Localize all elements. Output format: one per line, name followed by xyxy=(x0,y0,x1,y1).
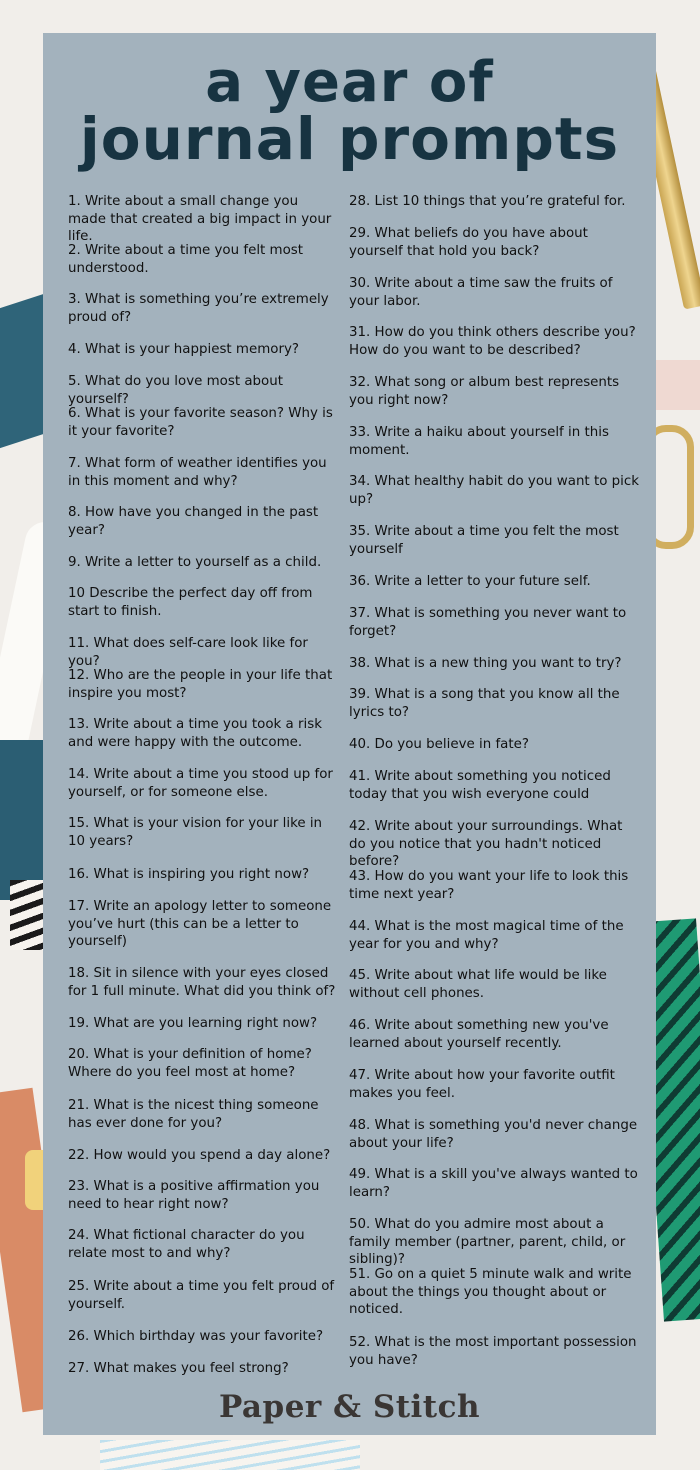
prompt-item: 30. Write about a time saw the fruits of your labor. xyxy=(349,276,613,309)
prompt-item: 1. Write about a small change you made that created a big impact in your life. xyxy=(68,194,332,244)
lined-paper-decoration xyxy=(100,1440,360,1470)
prompt-item: 15. What is your vision for your like in 10 years? xyxy=(68,816,323,849)
prompt-item: 5. What do you love most about yourself? xyxy=(68,374,283,407)
prompt-item: 35. Write about a time you felt the most yourself xyxy=(349,524,619,557)
prompt-item: 26. Which birthday was your favorite? xyxy=(68,1329,324,1344)
prompt-item: 28. List 10 things that you’re grateful for. xyxy=(349,194,626,209)
prompt-item: 3. What is something you’re extremely proud of? xyxy=(68,292,329,325)
prompt-item: 6. What is your favorite season? Why is it your favorite? xyxy=(68,406,333,439)
prompt-item: 12. Who are the people in your life that inspire you most? xyxy=(68,668,333,701)
prompt-item: 27. What makes you feel strong? xyxy=(68,1361,289,1376)
prompt-item: 47. Write about how your favorite outfit makes you feel. xyxy=(349,1068,615,1101)
prompt-item: 45. Write about what life would be like without cell phones. xyxy=(349,968,607,1001)
prompt-item: 11. What does self-care look like for you? xyxy=(68,636,308,669)
prompt-item: 51. Go on a quiet 5 minute walk and write about the things you thought about or noticed. xyxy=(349,1267,632,1317)
prompt-item: 21. What is the nicest thing someone has ever done for you? xyxy=(68,1098,319,1131)
prompt-item: 39. What is a song that you know all the lyrics to? xyxy=(349,687,620,720)
prompt-item: 41. Write about something you noticed today that you wish everyone could xyxy=(349,769,611,802)
prompt-item: 2. Write about a time you felt most understood. xyxy=(68,243,304,276)
prompt-item: 22. How would you spend a day alone? xyxy=(68,1148,331,1163)
prompt-item: 49. What is a skill you've always wanted to learn? xyxy=(349,1167,638,1200)
prompt-item: 20. What is your definition of home? Where do you feel most at home? xyxy=(68,1047,312,1080)
prompt-item: 10 Describe the perfect day off from start to finish. xyxy=(68,586,313,619)
prompt-item: 38. What is a new thing you want to try? xyxy=(349,656,622,671)
prompt-item: 48. What is something you'd never change about your life? xyxy=(349,1118,638,1151)
prompt-item: 31. How do you think others describe you? How do you want to be described? xyxy=(349,325,636,358)
prompt-item: 25. Write about a time you felt proud of yourself. xyxy=(68,1279,335,1312)
page-title-line-2: journal prompts xyxy=(79,105,620,173)
prompt-item: 29. What beliefs do you have about yourself that hold you back? xyxy=(349,226,588,259)
pink-paper-decoration xyxy=(650,360,700,410)
prompt-item: 13. Write about a time you took a risk and were happy with the outcome. xyxy=(68,717,322,750)
prompt-item: 43. How do you want your life to look this time next year? xyxy=(349,869,629,902)
prompt-item: 42. Write about your surroundings. What do you notice that you hadn't noticed before? xyxy=(349,819,623,869)
page-title-line-1: a year of xyxy=(205,50,494,115)
brand-logo-text: Paper & Stitch xyxy=(218,1389,481,1425)
prompt-item: 40. Do you believe in fate? xyxy=(349,737,529,752)
prompt-item: 9. Write a letter to yourself as a child. xyxy=(68,555,322,570)
prompt-item: 17. Write an apology letter to someone you’ve hurt (this can be a letter to yourself) xyxy=(68,899,332,949)
prompt-item: 24. What fictional character do you relate most to and why? xyxy=(68,1228,305,1261)
prompt-item: 16. What is inspiring you right now? xyxy=(68,867,310,882)
prompt-item: 44. What is the most magical time of the year for you and why? xyxy=(349,919,624,952)
prompt-item: 37. What is something you never want to forget? xyxy=(349,606,627,639)
prompt-item: 7. What form of weather identifies you in this moment and why? xyxy=(68,456,327,489)
prompt-item: 14. Write about a time you stood up for yourself, or for someone else. xyxy=(68,767,333,800)
prompt-item: 18. Sit in silence with your eyes closed for 1 full minute. What did you think of? xyxy=(68,966,336,999)
prompt-item: 50. What do you admire most about a family member (partner, parent, child, or sibling)? xyxy=(349,1217,626,1267)
prompt-item: 34. What healthy habit do you want to pick up? xyxy=(349,474,639,507)
prompt-item: 36. Write a letter to your future self. xyxy=(349,574,591,589)
prompt-item: 52. What is the most important possession you have? xyxy=(349,1335,637,1368)
prompt-item: 23. What is a positive affirmation you need to hear right now? xyxy=(68,1179,320,1212)
prompt-item: 4. What is your happiest memory? xyxy=(68,342,299,357)
prompts-card xyxy=(43,33,656,1435)
prompt-item: 19. What are you learning right now? xyxy=(68,1016,318,1031)
prompt-item: 33. Write a haiku about yourself in this moment. xyxy=(349,425,609,458)
prompt-item: 32. What song or album best represents you right now? xyxy=(349,375,620,408)
prompt-item: 8. How have you changed in the past year? xyxy=(68,505,319,538)
prompt-item: 46. Write about something new you've learned about yourself recently. xyxy=(349,1018,609,1051)
